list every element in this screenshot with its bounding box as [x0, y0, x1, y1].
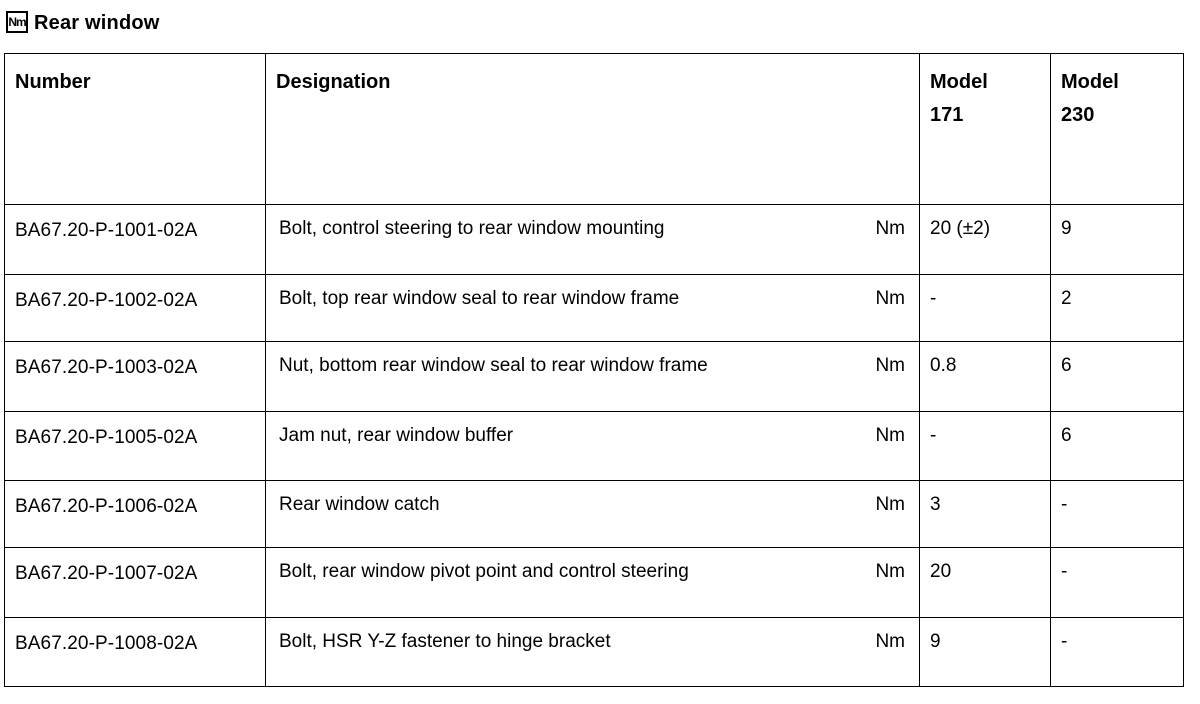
- table-header-row: [5, 54, 1184, 205]
- torque-nm-icon: Nm: [6, 11, 28, 33]
- cell-designation: [266, 275, 920, 342]
- cell-designation: [266, 548, 920, 618]
- cell-model-171: -: [920, 275, 1051, 342]
- column-header-number: Number: [5, 54, 266, 205]
- cell-model-171: 9: [920, 618, 1051, 687]
- cell-number: BA67.20-P-1001-02A: [5, 205, 266, 275]
- cell-model-230: -: [1051, 548, 1184, 618]
- designation-text: Bolt, rear window pivot point and control steering: [279, 561, 689, 582]
- cell-model-230: -: [1051, 481, 1184, 548]
- unit-label: Nm: [875, 631, 905, 652]
- cell-number: BA67.20-P-1002-02A: [5, 275, 266, 342]
- cell-model-230: 6: [1051, 412, 1184, 481]
- cell-number: BA67.20-P-1005-02A: [5, 412, 266, 481]
- column-header-model-230: Model 230: [1051, 54, 1184, 205]
- cell-number: BA67.20-P-1003-02A: [5, 342, 266, 412]
- column-header-designation: Designation: [266, 54, 920, 205]
- cell-number: BA67.20-P-1007-02A: [5, 548, 266, 618]
- table-row: [5, 275, 1184, 342]
- table-row: [5, 412, 1184, 481]
- cell-model-230: -: [1051, 618, 1184, 687]
- table-row: [5, 205, 1184, 275]
- designation-text: Nut, bottom rear window seal to rear window frame: [279, 355, 708, 376]
- cell-designation: [266, 205, 920, 275]
- section-header: [6, 8, 160, 38]
- cell-model-171: 0.8: [920, 342, 1051, 412]
- unit-label: Nm: [875, 288, 905, 309]
- designation-text: Bolt, control steering to rear window mounting: [279, 218, 665, 239]
- cell-number: BA67.20-P-1008-02A: [5, 618, 266, 687]
- designation-text: Bolt, HSR Y-Z fastener to hinge bracket: [279, 631, 611, 652]
- unit-label: Nm: [875, 494, 905, 515]
- cell-model-230: 9: [1051, 205, 1184, 275]
- table-row: [5, 342, 1184, 412]
- section-title: Rear window: [34, 11, 160, 34]
- unit-label: Nm: [875, 355, 905, 376]
- designation-text: Rear window catch: [279, 494, 440, 515]
- cell-model-230: 2: [1051, 275, 1184, 342]
- table-row: [5, 618, 1184, 687]
- cell-model-171: 20: [920, 548, 1051, 618]
- cell-model-230: 6: [1051, 342, 1184, 412]
- cell-model-171: -: [920, 412, 1051, 481]
- column-header-model-171: Model 171: [920, 54, 1051, 205]
- cell-model-171: 20 (±2): [920, 205, 1051, 275]
- cell-model-171: 3: [920, 481, 1051, 548]
- unit-label: Nm: [875, 425, 905, 446]
- torque-table: [4, 53, 1184, 687]
- unit-label: Nm: [875, 561, 905, 582]
- cell-designation: [266, 342, 920, 412]
- cell-designation: [266, 412, 920, 481]
- unit-label: Nm: [875, 218, 905, 239]
- designation-text: Jam nut, rear window buffer: [279, 425, 514, 446]
- table-row: [5, 481, 1184, 548]
- designation-text: Bolt, top rear window seal to rear window frame: [279, 288, 680, 309]
- table-row: [5, 548, 1184, 618]
- cell-designation: [266, 618, 920, 687]
- cell-number: BA67.20-P-1006-02A: [5, 481, 266, 548]
- cell-designation: [266, 481, 920, 548]
